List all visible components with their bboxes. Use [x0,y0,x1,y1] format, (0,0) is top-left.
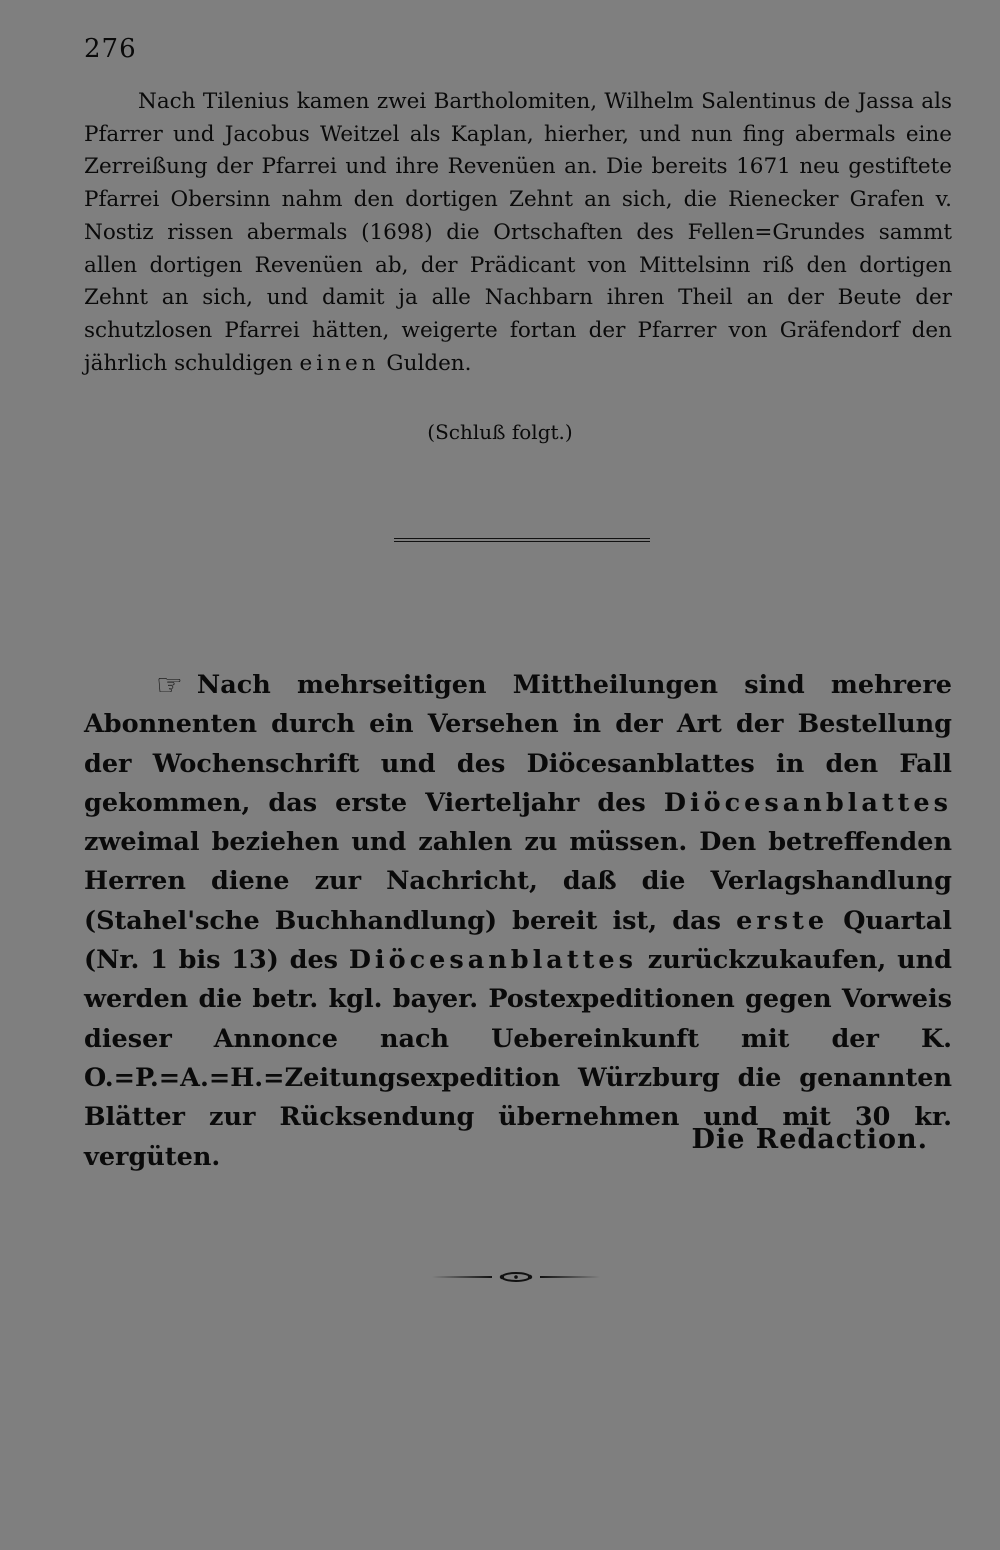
notice-text-3: Quartal (Nr. 1 bis 13) des [84,905,952,976]
notice-text-2: zweimal beziehen und zahlen zu müssen. Den betreffenden Herren diene zur Nachricht, daß die Verlagshandlung (Stahel'sche Buchhandlung) bereit ist, das [84,827,952,936]
body-paragraph [84,86,952,380]
ornament-rule-divider [430,1270,602,1284]
body-text-main: Nach Tilenius kamen zwei Bartholomiten, Wilhelm Salentinus de Jassa als Pfarrer und Jacobus Weitzel als Kaplan, hierher, und nun fing abermals eine Zerreißung der Pfarrei und ihre Revenüen an. Die bereits 1671 neu gestiftete Pfarrei Obersinn nahm den dortigen Zehnt an sich, die Rienecker Grafen v. Nostiz rissen abermals (1698) die Ortschaften des Fellen=Grundes sammt allen dortigen Revenüen ab, der Prädicant von Mittelsinn riß den dortigen Zehnt an sich, und damit ja alle Nachbarn ihren Theil an der Beute der schutzlosen Pfarrei hätten, weigerte fortan der Pfarrer von Gräfendorf den jährlich schuldigen [84,89,952,376]
continuation-note: (Schluß folgt.) [427,420,573,444]
page-number: 276 [84,34,137,64]
notice-spaced-3: Diöcesanblattes [348,945,637,976]
notice-text-4: zurückzukaufen, und werden die betr. kgl. bayer. Postexpeditionen gegen Vorweis dieser Annonce nach Uebereinkunft mit der K. O.=P.=A.=H.=Zeitungsexpedition Würzburg die genannten Blätter zur Rücksendung übernehmen und mit 30 kr. vergüten. [84,945,952,1172]
notice-text-1: Nach mehrseitigen Mittheilungen sind mehrere Abonnenten durch ein Versehen in der Art der Bestellung der Wochenschrift und des Diöcesanblattes in den Fall gekommen, das erste Vierteljahr des [84,670,952,818]
body-text-ending: Gulden. [386,350,472,376]
body-spaced-word: einen [299,350,380,376]
notice-paragraph [84,666,952,1177]
notice-spaced-1: Diöcesanblattes [663,787,952,818]
double-rule-divider [394,538,650,542]
signature: Die Redaction. [691,1124,928,1155]
notice-spaced-2: erste [736,905,829,936]
pointing-hand-icon: ☞ [156,668,183,703]
